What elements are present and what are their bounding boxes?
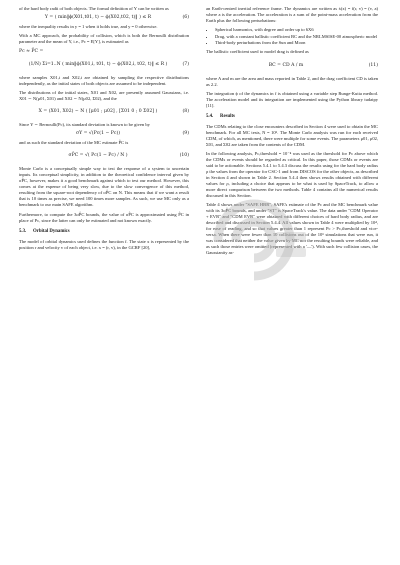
list-item: • Drag, with a constant ballistic coefficient BC and the NRLMSISE-00 atmospheric model: [215, 34, 378, 40]
equation-body: σP̂C = √( Pc(1 − Pc) / N ): [68, 153, 128, 159]
section-number: 5.3.: [19, 228, 27, 234]
equation-7-line-1: [19, 49, 189, 55]
paragraph: of the hard body radii of both objects. The formal definition of Y can be written as: [19, 6, 169, 11]
paragraph: Furthermore, to compute the 3σP̂C bounds, the value of σP̂C is approximated using P̂C in place of Pc, since the latter can only be estimated and not known exactly.: [19, 211, 189, 223]
paragraph: where the inequality results in y = 1 when it holds true, and y = 0 otherwise.: [19, 24, 158, 30]
equation-8: [19, 105, 189, 119]
section-heading: [19, 229, 189, 235]
section-title: Results: [220, 113, 235, 119]
paragraph: The CDMs relating to the close encounters described in Section 4 were used to obtain the MC benchmark. For all MC tests, N = 10⁶. The Monte Carlo analysis was run for each received CDM, of which, as mentioned, there were multiple for some events. The parameters μ01, μ02, Σ01, and Σ02 are taken from the contents of the CDM.: [206, 123, 378, 147]
equation-body: X = (X01, X02) ∼ N ( [μ01 ; μ02] , [Σ01 0 ; 0 Σ02] ): [38, 108, 158, 114]
section-title: Orbital Dynamics: [33, 228, 70, 234]
equation-6: [19, 15, 189, 21]
paragraph: Since Y ∼ Bernoulli(Pc), its standard deviation is known to be given by: [19, 121, 150, 127]
equation-body: Y = ( min‖ϕ(X01,t01, t) − ϕ(X02,t02, t)‖ ) ≤ R: [44, 15, 152, 21]
paragraph: Table 4 shows under "SAFE HBR", SAFE's estimate of the Pc and the MC benchmark value with its 3σP̂C bounds, and under "ST" is SpaceTrack's value. The data under "CDM Operator + EVR" and "CDM EVR" were obtained with different choices of hard body radius, and are described and discussed in Section 5.4.4. All values shown in Table 4 were multiplied by 10⁴, for ease of reading, and so that values greater than 1 represent Pc > Pc,threshold and vice-versa. When there were fewer than 10 collisions out of the 10⁶ simulations that were run, it was considered that neither the value given by MC nor the resulting bounds were reliable, and as such those entries were omitted (represented with a '—'). With such few collision cases, the Gaussianity as-: [206, 202, 378, 256]
paragraph: The integration ϕ of the dynamics in f is obtained using a variable step Runge-Kutta method. The acceleration model and its integration are implemented using the Python library tudatpy [11].: [206, 90, 378, 108]
paragraph: In the following analysis, Pc,threshold = 10⁻⁴ was used as the threshold for Pc above which the CDMs or events should be regarded as critical. In this paper, those CDMs or events are said to be actionable. Sections 5.4.1 to 5.4.3 discuss the results using for the hard body radius ρ the values from the operator for CSC-1 and from DISCOS for the other objects, as described in Section 4 and shown in Table 2. Section 5.4.4 then shows results obtained with different values for ρ, including a choice that appears to be what is used by SpaceTrack, to allow a more direct comparison between the two methods. Table 4 contains all the numerical results discussed in this Section.: [206, 150, 378, 198]
list-item: • Spherical harmonics, with degree and order up to 6X6: [215, 27, 378, 33]
equation-10: [19, 149, 189, 163]
paragraph: With a MC approach, the probability of collision, which is both the Bernoulli distribution parameter and the mean of Y, i.e., Pc = E[Y], is estimated as: [19, 33, 189, 45]
perturbation-list: [206, 27, 378, 46]
paragraph: Monte Carlo is a conceptually simple way to test the response of a system to uncertain inputs. Its conceptual simplicity, in addition to the theoretical confidence interval given by σP̂C, however, makes it a good benchmark against which to test our method. However, this comes at the expense of being very slow, due to the slow convergence of this method, resulting from the square-root dependency of σP̂C on N. This means that if we want a result that is 10 times as precise, we need 100 times more samples. As such, we use MC only as a benchmark to our main SAFE algorithm.: [19, 166, 189, 208]
equation-body: (1/N) Σi=1..N ( min‖ϕ(X01,i, t01, t) − ϕ(X02,i, t02, t)‖ ≤ R ): [28, 61, 168, 67]
paragraph: an Earth-centred inertial reference frame. The dynamics are written as ẋ(x) = f(r, v) = (v, a) where a is the acceleration. The acceleration is a sum of the point-mass acceleration from the Earth plus the following perturbations:: [206, 6, 378, 23]
left-column: [19, 6, 189, 254]
right-column: [206, 6, 378, 259]
equation-number: (6): [182, 15, 189, 21]
paragraph: The ballistic coefficient used to model drag is defined as: [206, 49, 309, 55]
paragraph: The model of orbital dynamics used defines the function f. The state x is represented by the position r and velocity v of each object, i.e. x = (r, v), in the GCRF [20],: [19, 238, 189, 250]
section-heading: [206, 114, 378, 120]
section-number: 5.4.: [206, 113, 214, 119]
equation-body: σY = √(Pc(1 − Pc)): [75, 131, 121, 137]
paragraph: where A and m are the area and mass reported in Table 2, and the drag coefficient CD is taken as 2.2.: [206, 75, 378, 87]
equation-11: [206, 59, 378, 73]
equation-9: [19, 131, 189, 137]
paragraph: The distributions of the initial states, X01 and X02, are presently assumed Gaussians, i.e. X01 ∼ N(μ01, Σ01) and X02 ∼ N(μ02, Σ02), and the: [19, 89, 189, 101]
equation-number: (9): [182, 131, 189, 137]
equation-number: (8): [182, 108, 189, 114]
equation-number: (7): [182, 61, 189, 67]
paragraph: and as such the standard deviation of the MC estimate P̂C is: [19, 140, 129, 146]
equation-body: Pc ≈ P̂C =: [19, 48, 44, 54]
paragraph: where samples X01,i and X02,i are obtained by sampling the respective distributions independently, as the initial states of both objects are assumed to be independent.: [19, 74, 189, 86]
equation-number: (11): [368, 62, 378, 68]
list-item: • Third-body perturbations from the Sun and Moon: [215, 40, 378, 46]
equation-7-line-2: [19, 58, 189, 72]
equation-number: (10): [179, 153, 189, 159]
equation-body: BC = CD A / m: [268, 62, 304, 68]
